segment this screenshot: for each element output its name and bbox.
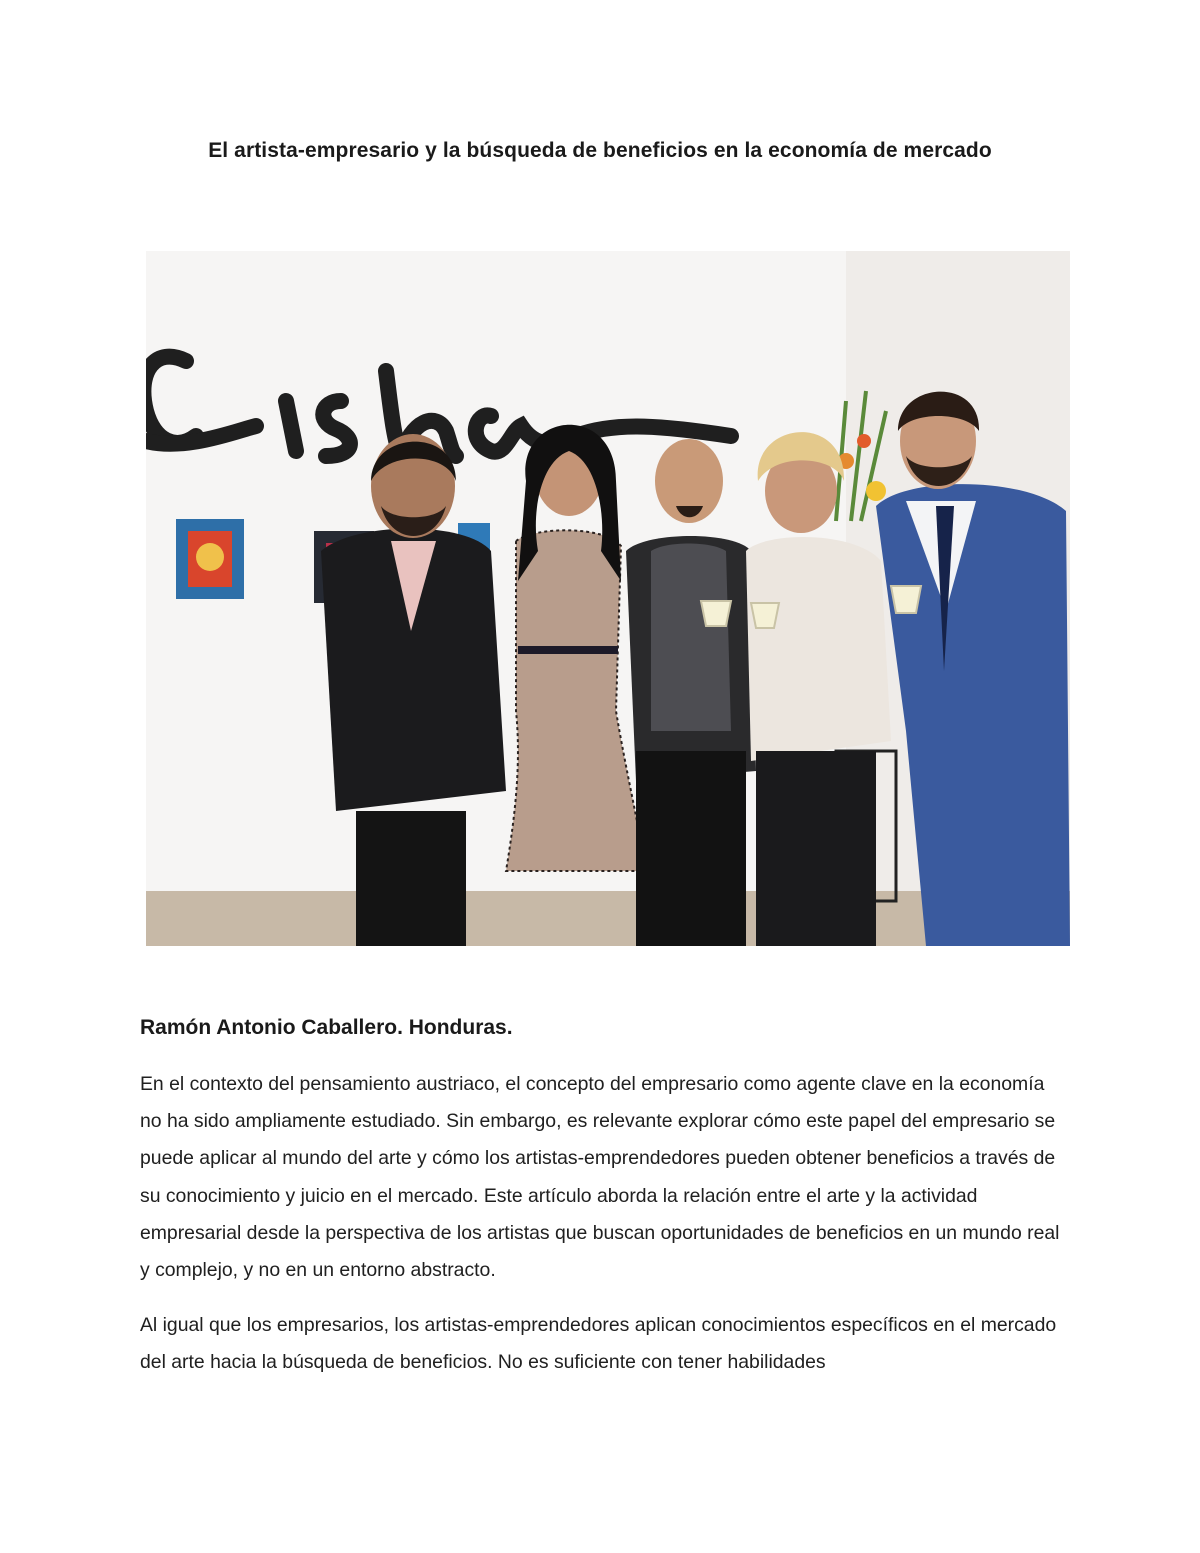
- event-photo: [146, 251, 1070, 946]
- article-body: [140, 1066, 1070, 1400]
- paragraph: Al igual que los empresarios, los artistas-emprendedores aplican conocimientos específicos en el mercado del arte hacia la búsqueda de beneficios. No es suficiente con tener habilidades: [140, 1314, 1057, 1374]
- page-title: El artista-empresario y la búsqueda de beneficios en la economía de mercado: [208, 139, 992, 162]
- paragraph: En el contexto del pensamiento austriaco, el concepto del empresario como agente clave en la economía no ha sido ampliamente estudiado. Sin embargo, es relevante explorar cómo este papel del empresario se puede aplicar al mundo del arte y cómo los artistas-emprendedores pueden obtener beneficios a través de su conocimiento y juicio en el mercado. Este artículo aborda la relación entre el arte y la actividad empresarial desde la perspectiva de los artistas que buscan oportunidades de beneficios en un mundo real y complejo, y no en un entorno abstracto.: [140, 1073, 1060, 1282]
- author-line: Ramón Antonio Caballero. Honduras.: [140, 1016, 513, 1039]
